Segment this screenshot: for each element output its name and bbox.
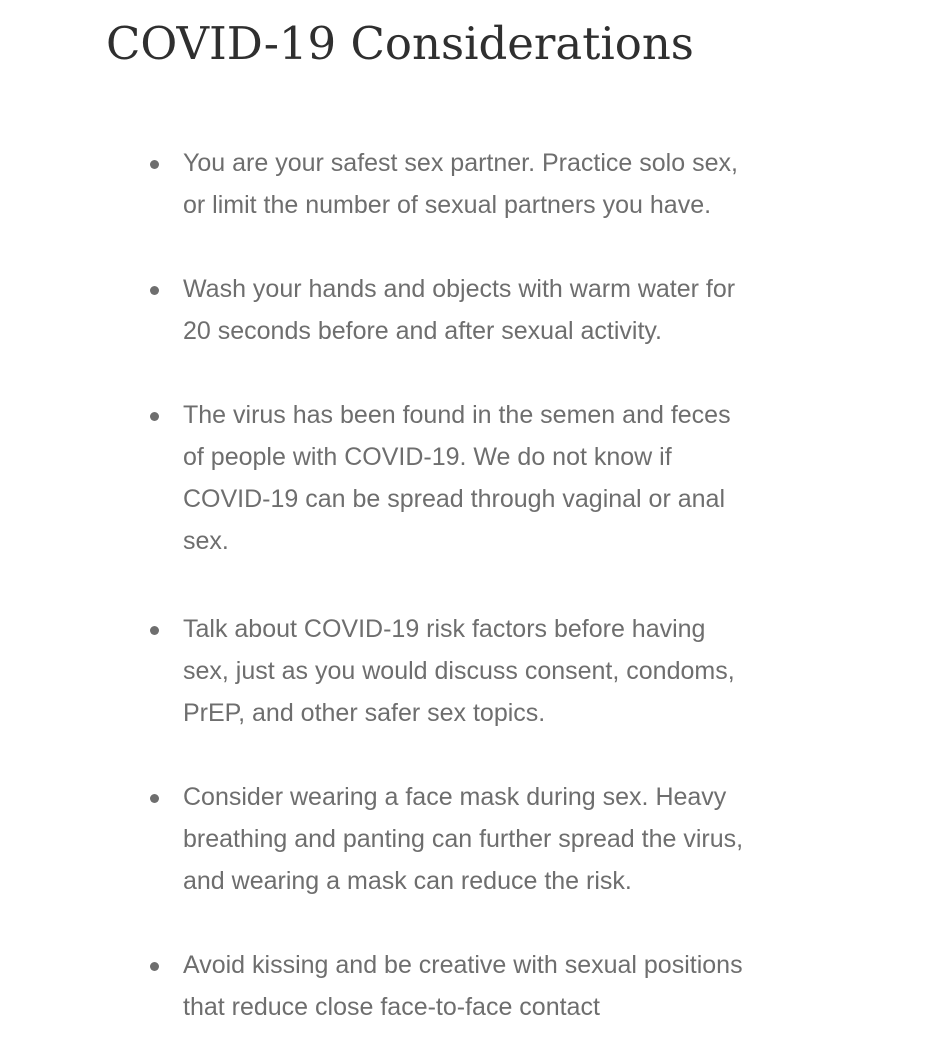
page-title: COVID-19 Considerations (106, 17, 694, 70)
list-item-text: You are your safest sex partner. Practice solo sex, or limit the number of sexual partners you have. (183, 149, 738, 219)
bullet-dot-icon (150, 160, 159, 169)
bullet-dot-icon (150, 626, 159, 635)
bullet-dot-icon (150, 412, 159, 421)
list-item-text: Talk about COVID-19 risk factors before having sex, just as you would discuss consent, condoms, PrEP, and other safer sex topics. (183, 615, 735, 727)
bullet-dot-icon (150, 962, 159, 971)
list-item-text: Avoid kissing and be creative with sexual positions that reduce close face-to-face contact (183, 951, 743, 1021)
bullet-dot-icon (150, 286, 159, 295)
list-item-text: Consider wearing a face mask during sex. Heavy breathing and panting can further spread the virus, and wearing a mask can reduce the risk. (183, 783, 744, 895)
list-item-text: Wash your hands and objects with warm water for 20 seconds before and after sexual activity. (183, 275, 736, 345)
bullet-dot-icon (150, 794, 159, 803)
list-item-text: The virus has been found in the semen and feces of people with COVID-19. We do not know if COVID-19 can be spread through vaginal or anal sex. (183, 401, 731, 555)
